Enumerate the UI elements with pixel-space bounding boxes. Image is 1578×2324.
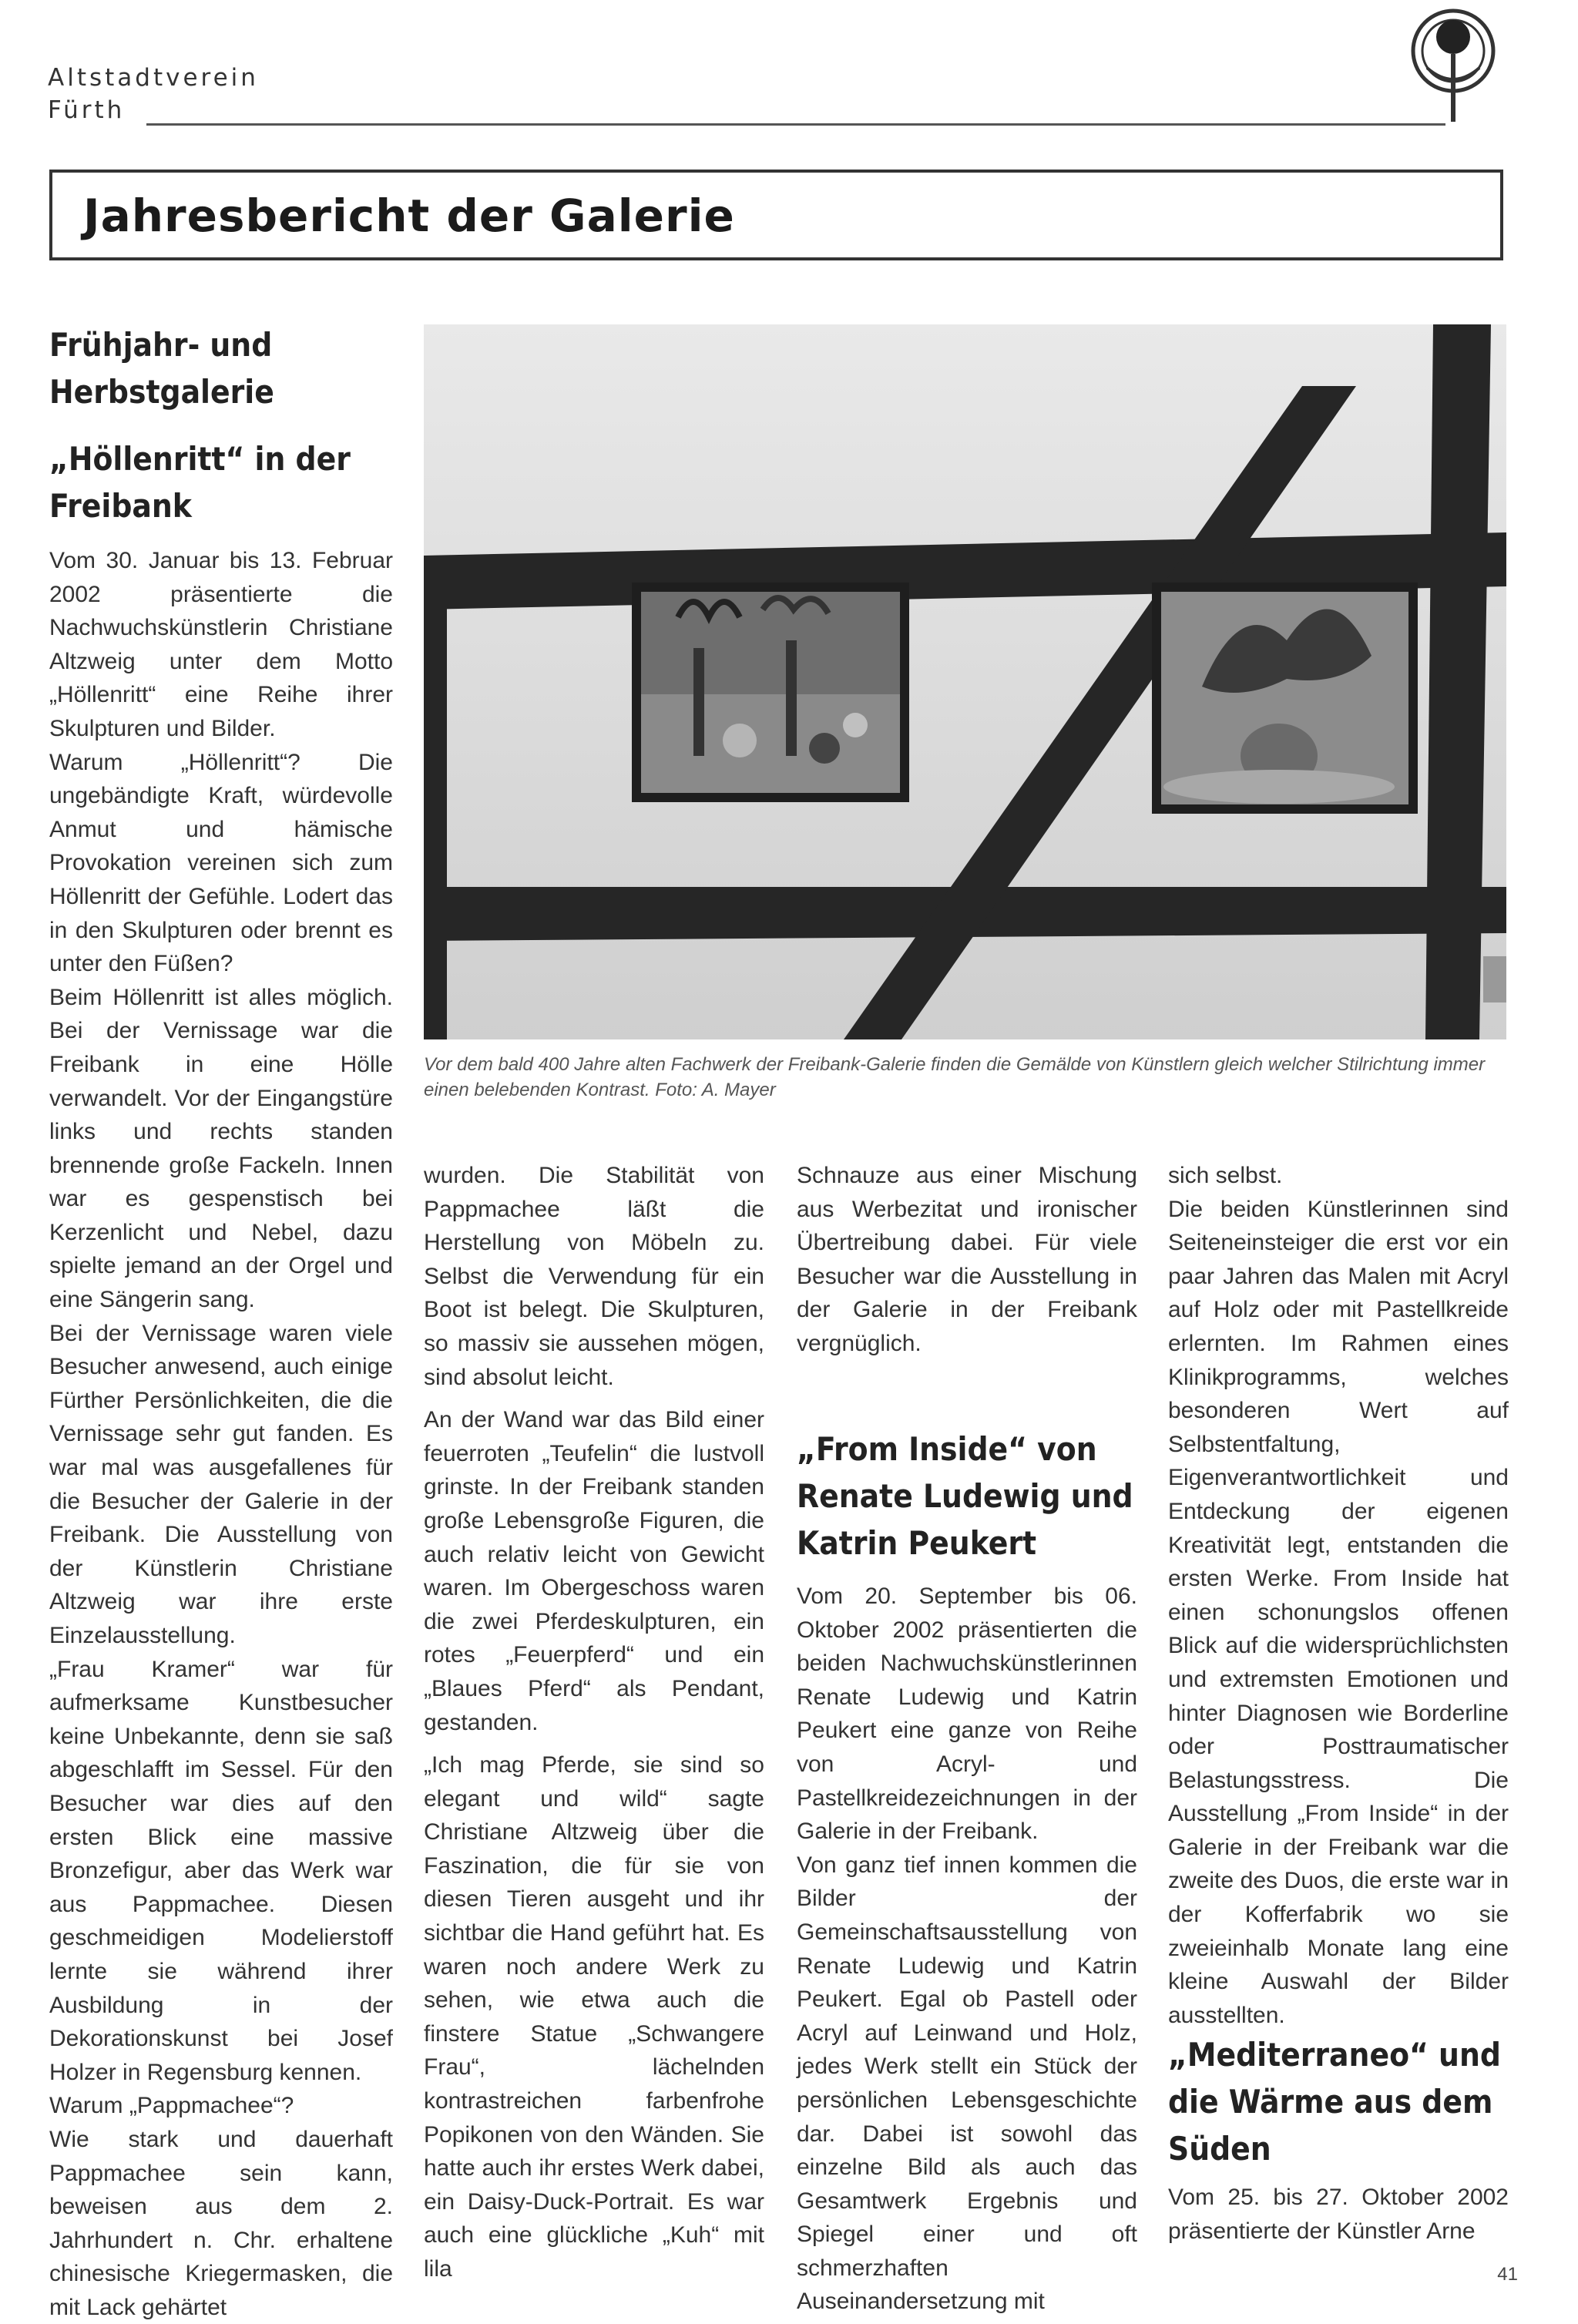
paragraph: Beim Höllenritt ist alles möglich. Bei der Vernissage war die Freibank in eine Hölle verwandelt. Vor der Eingangstüre links und rechts standen brennende große Fackeln. Innen war es gespenstisch bei Kerzenlicht und Nebel, dazu spielte jemand an der Orgel und eine Sängerin sang. <box>49 984 393 1313</box>
paragraph: Bei der Vernissage waren viele Besucher anwesend, auch einige Fürther Persönlichkeiten, die die Vernissage sehr gut fanden. Es war mal was ausgefallenes für die Besucher der Galerie in der Freibank. Die Ausstellung von der Künstlerin Christiane Altzweig war ihre erste Einzelausstellung. <box>49 1320 393 1648</box>
page-number: 41 <box>1497 2264 1518 2285</box>
paragraph: Warum „Höllenritt“? Die ungebändigte Kraft, würdevolle Anmut und hämische Provokation vereinen sich zum Höllenritt der Gefühle. Lodert das in den Skulpturen oder brennt es unter den Füßen? <box>49 749 393 977</box>
left-column-text <box>49 544 393 2324</box>
altstadtverein-logo-icon <box>1404 6 1502 129</box>
org-name <box>48 62 259 126</box>
gallery-photo <box>424 324 1506 1039</box>
paragraph: wurden. Die Stabilität von Pappmachee läßt die Herstellung von Möbeln zu. Selbst die Verwendung für ein Boot ist belegt. Die Skulpturen, so massiv sie aussehen mögen, sind absolut leicht. <box>424 1163 764 1390</box>
column-4-text <box>1168 1159 1509 2032</box>
paragraph: Wie stark und dauerhaft Pappmachee sein kann, beweisen aus dem 2. Jahrhundert n. Chr. erhaltene chinesische Kriegermasken, die mit Lack gehärtet <box>49 2126 393 2320</box>
paragraph: Von ganz tief innen kommen die Bilder der Gemeinschaftsausstellung von Renate Ludewig und Katrin Peukert. Egal ob Pastell oder Acryl auf Leinwand und Holz, jedes Werk stellt ein Stück der persönlichen Lebensgeschichte dar. Dabei ist sowohl das einzelne Bild als auch das Gesamtwerk Ergebnis und Spiegel einer und oft schmerzhaften Auseinandersetzung mit <box>797 1852 1137 2315</box>
paragraph: Vom 30. Januar bis 13. Februar 2002 präsentierte die Nachwuchskünstlerin Christiane Altzweig unter dem Motto „Höllenritt“ eine Reihe ihrer Skulpturen und Bilder. <box>49 548 393 741</box>
page-title: Jahresbericht der Galerie <box>83 190 735 242</box>
column-4-last-text: Vom 25. bis 27. Oktober 2002 präsentierte der Künstler Arne <box>1168 2185 1509 2244</box>
paragraph: „Frau Kramer“ war für aufmerksame Kunstbesucher keine Unbekannte, denn sie saß abgeschlafft im Sessel. Für den Besucher war dies auf den ersten Blick eine massive Bronzefigur, aber das Werk war aus Pappmachee. Diesen geschmeidigen Modelierstoff lernte sie während ihrer Ausbildung in der Dekorationskunst bei Josef Holzer in Regensburg kennen. <box>49 1656 393 2085</box>
section-heading-hoellenritt: „Höllenritt“ in der Freibank <box>49 440 351 525</box>
column-3-top-text: Schnauze aus einer Mischung aus Werbezitat und ironischer Übertreibung dabei. Für viele Besucher war die Ausstellung in der Galerie in der Freibank vergnüglich. <box>797 1163 1137 1356</box>
paragraph: Vom 20. September bis 06. Oktober 2002 präsentierten die beiden Nachwuchskünstlerinnen Renate Ludewig und Katrin Peukert eine ganze von Reihe von Acryl- und Pastellkreidezeichnungen in der Galerie in der Freibank. <box>797 1583 1137 1845</box>
header-rule <box>146 123 1445 126</box>
paragraph: „Ich mag Pferde, sie sind so elegant und wild“ sagte Christiane Altzweig über die Faszination, die für sie von diesen Tieren ausgeht und ihr sichtbar die Hand geführt hat. Es waren noch andere Werk zu sehen, wie etwa auch die finstere Statue „Schwangere Frau“, lächelnden kontrastreichen farbenfrohe Popikonen von den Wänden. Sie hatte auch ihr erstes Werk dabei, ein Daisy-Duck-Portrait. Es war auch eine glückliche „Kuh“ mit lila <box>424 1752 764 2282</box>
org-name-line1: Altstadtverein <box>48 64 259 92</box>
title-box <box>49 170 1503 260</box>
column-3-text <box>797 1580 1137 2319</box>
section-heading-mediterraneo: „Mediterraneo“ und die Wärme aus dem Süden <box>1168 2036 1501 2168</box>
paragraph: sich selbst. <box>1168 1163 1283 1188</box>
column-2-text <box>424 1159 764 2286</box>
paragraph: An der Wand war das Bild einer feuerroten „Teufelin“ die lustvoll grinste. In der Freibank standen große Lebensgroße Figuren, die auch relativ leicht von Gewicht waren. Im Obergeschoss waren die zwei Pferdeskulpturen, ein rotes „Feuerpferd“ und ein „Blaues Pferd“ als Pendant, gestanden. <box>424 1407 764 1735</box>
section-heading-from-inside: „From Inside“ von Renate Ludewig und Katrin Peukert <box>797 1430 1133 1562</box>
photo-caption: Vor dem bald 400 Jahre alten Fachwerk der Freibank-Galerie finden die Gemälde von Künstlern gleich welcher Stilrichtung immer einen belebenden Kontrast. Foto: A. Mayer <box>424 1054 1486 1100</box>
section-heading-galerie: Frühjahr- und Herbstgalerie <box>49 326 274 411</box>
paragraph: Warum „Pappmachee“? <box>49 2093 294 2119</box>
paragraph: Die beiden Künstlerinnen sind Seiteneinsteiger die erst vor ein paar Jahren das Malen mit Acryl auf Holz oder mit Pastellkreide erlernten. Im Rahmen eines Klinikprogramms, welches besonderen Wert auf Selbstentfaltung, Eigenverantwortlichkeit und Entdeckung der eigenen Kreativität legt, entstanden die ersten Werke. From Inside hat einen schonungslos offenen Blick auf die widersprüchlichsten und extremsten Emotionen und hinter Diagnosen wie Borderline oder Posttraumatischer Belastungsstress. Die Ausstellung „From Inside“ in der Galerie in der Freibank war die zweite des Duos, die erste war in der Kofferfabrik wo sie zweieinhalb Monate lang eine kleine Auswahl der Bilder ausstellten. <box>1168 1196 1509 2028</box>
org-name-line2: Fürth <box>48 96 126 124</box>
